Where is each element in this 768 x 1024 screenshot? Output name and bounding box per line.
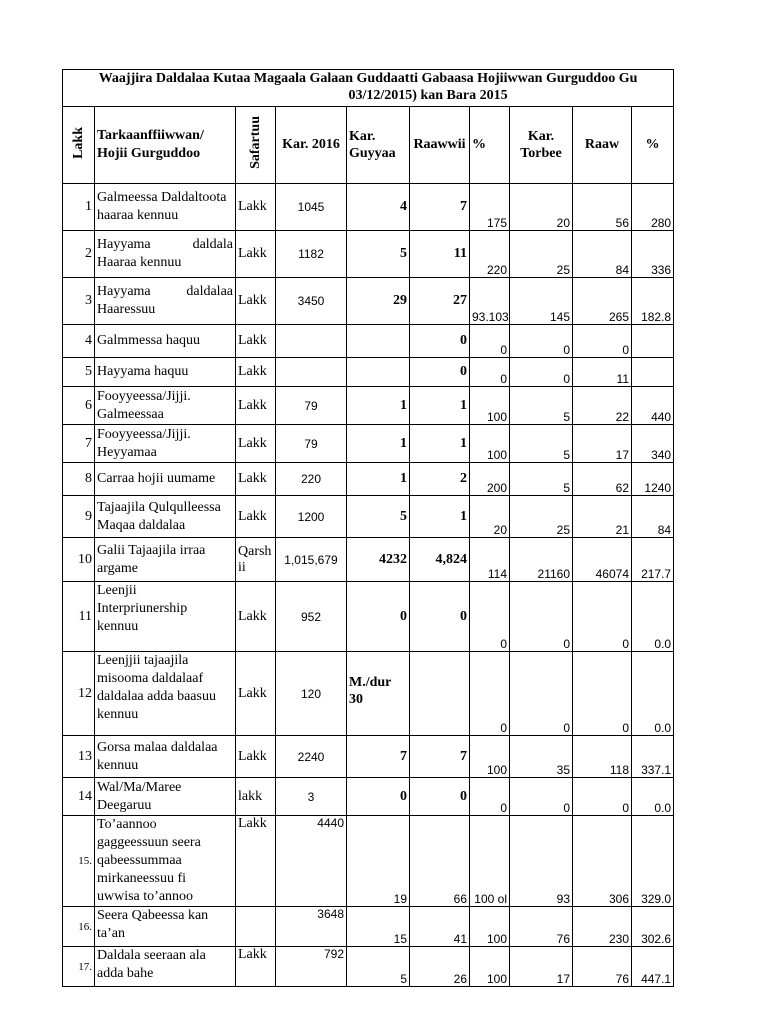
row-kar-torbee: 17 — [510, 947, 573, 987]
row-raaw: 17 — [573, 425, 632, 463]
row-task: Hayyama haquu — [95, 358, 236, 387]
row-raawwii: 7 — [410, 184, 470, 231]
task-line-1: Seera Qabeessa kan — [97, 908, 209, 923]
row-percent-1: 100 — [470, 907, 510, 947]
row-kar-2016: 79 — [276, 425, 347, 463]
table-row — [63, 778, 674, 816]
task-line-1: Wal/Ma/Maree — [97, 779, 182, 795]
row-unit: Lakk — [236, 387, 276, 425]
row-kar-2016: 792 — [276, 947, 347, 987]
task-line-1: Hayyama daldala — [97, 237, 233, 252]
row-raawwii: 0 — [410, 582, 470, 652]
row-percent-1: 93.103 — [470, 278, 510, 325]
row-unit: Lakk — [236, 947, 276, 987]
row-raawwii: 7 — [410, 736, 470, 778]
row-kar-torbee: 25 — [510, 496, 573, 538]
row-raawwii — [410, 652, 470, 736]
row-kar-guyyaa: 4 — [347, 184, 410, 231]
table-row — [63, 358, 674, 387]
row-unit: Lakk — [236, 184, 276, 231]
row-percent-1: 20 — [470, 496, 510, 538]
row-number: 6 — [63, 387, 95, 425]
row-kar-guyyaa: 29 — [347, 278, 410, 325]
task-line-1: Fooyyeessa/Jijji. — [97, 388, 191, 404]
title-row — [63, 70, 674, 107]
row-task: Leenjjii tajaajila misooma daldalaaf daldalaa adda baasuu kennuu — [95, 652, 236, 736]
row-kar-torbee: 0 — [510, 582, 573, 652]
row-number: 3 — [63, 278, 95, 325]
row-raawwii: 27 — [410, 278, 470, 325]
row-kar-2016: 3648 — [276, 907, 347, 947]
row-raaw: 21 — [573, 496, 632, 538]
row-number: 14 — [63, 778, 95, 816]
table-row — [63, 947, 674, 987]
row-percent-2: 329.0 — [632, 816, 674, 907]
header-kar-torbee: Kar. Torbee — [510, 107, 573, 184]
row-raawwii: 11 — [410, 231, 470, 278]
row-task — [95, 907, 236, 947]
row-raaw: 265 — [573, 278, 632, 325]
task-line-2: Maqaa daldalaa — [97, 517, 186, 533]
row-task — [95, 538, 236, 582]
row-percent-2: 1240 — [632, 463, 674, 496]
task-line-2: Haaraa kennuu — [97, 255, 182, 270]
row-raawwii: 0 — [410, 358, 470, 387]
row-kar-torbee: 5 — [510, 463, 573, 496]
row-kar-torbee: 0 — [510, 325, 573, 358]
task-line-2: haaraa kennuu — [97, 208, 179, 223]
row-percent-2: 0.0 — [632, 652, 674, 736]
table-row — [63, 325, 674, 358]
row-kar-2016: 2240 — [276, 736, 347, 778]
task-line-2: Deegaruu — [97, 797, 152, 813]
row-task — [95, 231, 236, 278]
row-kar-torbee: 76 — [510, 907, 573, 947]
row-unit: Lakk — [236, 736, 276, 778]
row-unit: Qarsh ii — [236, 538, 276, 582]
row-task: To’aannoo gaggeessuun seera qabeessummaa mirkaneessuu fi uwwisa to’annoo — [95, 816, 236, 907]
row-task: Leenjii Interpriunership kennuu — [95, 582, 236, 652]
row-kar-torbee: 25 — [510, 231, 573, 278]
row-kar-guyyaa: 0 — [347, 778, 410, 816]
table-row — [63, 425, 674, 463]
row-raaw: 118 — [573, 736, 632, 778]
row-kar-2016 — [276, 358, 347, 387]
report-table — [62, 69, 674, 987]
row-number: 8 — [63, 463, 95, 496]
task-line-1: Fooyyeessa/Jijji. — [97, 426, 191, 442]
table-row — [63, 736, 674, 778]
table-row — [63, 538, 674, 582]
row-unit: Lakk — [236, 325, 276, 358]
row-percent-1: 0 — [470, 582, 510, 652]
row-kar-2016: 79 — [276, 387, 347, 425]
row-number: 2 — [63, 231, 95, 278]
header-percent-2: % — [632, 107, 674, 184]
row-kar-guyyaa: 0 — [347, 582, 410, 652]
row-number: 10 — [63, 538, 95, 582]
row-number: 7 — [63, 425, 95, 463]
row-number: 5 — [63, 358, 95, 387]
row-kar-guyyaa: 5 — [347, 496, 410, 538]
row-percent-2: 447.1 — [632, 947, 674, 987]
row-raawwii: 0 — [410, 325, 470, 358]
table-body — [63, 184, 674, 987]
row-number: 9 — [63, 496, 95, 538]
row-kar-guyyaa: M./dur 30 — [347, 652, 410, 736]
row-unit: Lakk — [236, 278, 276, 325]
task-line-1: Hayyama daldalaa — [97, 284, 233, 299]
row-kar-2016: 1182 — [276, 231, 347, 278]
row-kar-guyyaa: 5 — [347, 947, 410, 987]
row-kar-2016: 3450 — [276, 278, 347, 325]
row-percent-2: 340 — [632, 425, 674, 463]
row-task — [95, 278, 236, 325]
row-percent-1: 100 — [470, 736, 510, 778]
row-task — [95, 778, 236, 816]
row-kar-2016: 1,015,679 — [276, 538, 347, 582]
row-raaw: 76 — [573, 947, 632, 987]
row-unit: Lakk — [236, 425, 276, 463]
row-kar-guyyaa: 15 — [347, 907, 410, 947]
row-kar-guyyaa — [347, 325, 410, 358]
row-kar-2016 — [276, 325, 347, 358]
row-percent-1: 0 — [470, 652, 510, 736]
row-raawwii: 1 — [410, 425, 470, 463]
row-number: 13 — [63, 736, 95, 778]
header-safartuu: Safartuu — [236, 107, 276, 184]
task-line-1: Galmeessa Daldaltoota — [97, 190, 227, 205]
row-task — [95, 947, 236, 987]
row-task — [95, 425, 236, 463]
row-raaw: 84 — [573, 231, 632, 278]
row-kar-torbee: 93 — [510, 816, 573, 907]
row-unit: lakk — [236, 778, 276, 816]
row-percent-1: 0 — [470, 325, 510, 358]
row-kar-guyyaa — [347, 358, 410, 387]
row-kar-guyyaa: 5 — [347, 231, 410, 278]
row-raaw: 56 — [573, 184, 632, 231]
row-raaw: 62 — [573, 463, 632, 496]
header-lakk: Lakk — [63, 107, 95, 184]
row-kar-2016: 3 — [276, 778, 347, 816]
row-kar-guyyaa: 1 — [347, 425, 410, 463]
title-line-1: Waajjira Daldalaa Kutaa Magaala Galaan Guddaatti Gabaasa Hojiiwwan Gurguddoo Gu — [98, 71, 638, 86]
header-kar-guyyaa: Kar. Guyyaa — [347, 107, 410, 184]
task-line-2: Heyyamaa — [97, 444, 157, 460]
row-kar-guyyaa: 4232 — [347, 538, 410, 582]
row-kar-torbee: 35 — [510, 736, 573, 778]
row-raawwii: 1 — [410, 387, 470, 425]
row-percent-1: 100 — [470, 387, 510, 425]
row-number: 11 — [63, 582, 95, 652]
header-raawwii: Raawwii — [410, 107, 470, 184]
row-kar-torbee: 145 — [510, 278, 573, 325]
row-percent-1: 100 ol — [470, 816, 510, 907]
table-row — [63, 463, 674, 496]
header-raaw: Raaw — [573, 107, 632, 184]
row-kar-torbee: 21160 — [510, 538, 573, 582]
row-number: 16. — [63, 907, 95, 947]
row-task — [95, 496, 236, 538]
row-kar-torbee: 0 — [510, 358, 573, 387]
row-kar-guyyaa: 7 — [347, 736, 410, 778]
row-percent-2: 280 — [632, 184, 674, 231]
row-raawwii: 2 — [410, 463, 470, 496]
row-raaw: 46074 — [573, 538, 632, 582]
table-row — [63, 582, 674, 652]
row-percent-1: 114 — [470, 538, 510, 582]
row-percent-2: 440 — [632, 387, 674, 425]
task-line-1: Tajaajila Qulqulleessa — [97, 499, 221, 515]
row-kar-2016: 1200 — [276, 496, 347, 538]
table-row — [63, 907, 674, 947]
row-unit: Lakk — [236, 231, 276, 278]
row-percent-2: 302.6 — [632, 907, 674, 947]
row-percent-1: 175 — [470, 184, 510, 231]
row-percent-2: 84 — [632, 496, 674, 538]
row-kar-2016: 220 — [276, 463, 347, 496]
table-row — [63, 496, 674, 538]
task-line-2: ta’an — [97, 926, 125, 941]
row-raaw: 230 — [573, 907, 632, 947]
row-task — [95, 184, 236, 231]
row-raaw: 0 — [573, 778, 632, 816]
table-row — [63, 652, 674, 736]
row-kar-guyyaa: 19 — [347, 816, 410, 907]
row-unit: Lakk — [236, 496, 276, 538]
row-percent-2: 182.8 — [632, 278, 674, 325]
row-raawwii: 66 — [410, 816, 470, 907]
row-percent-1: 220 — [470, 231, 510, 278]
row-percent-1: 100 — [470, 425, 510, 463]
row-number: 15. — [63, 816, 95, 907]
row-percent-2: 0.0 — [632, 778, 674, 816]
row-raawwii: 4,824 — [410, 538, 470, 582]
title-line-2: 03/12/2015) kan Bara 2015 — [348, 88, 508, 103]
row-raaw: 0 — [573, 582, 632, 652]
task-line-1: Daldala seeraan ala — [97, 948, 206, 963]
row-raawwii: 0 — [410, 778, 470, 816]
task-line-2: Haaressuu — [97, 302, 156, 317]
row-kar-2016: 952 — [276, 582, 347, 652]
task-line-2: Galmeessaa — [97, 406, 164, 422]
row-number: 12 — [63, 652, 95, 736]
row-raaw: 306 — [573, 816, 632, 907]
row-number: 4 — [63, 325, 95, 358]
task-line-2: argame — [97, 560, 138, 576]
row-unit: Lakk — [236, 463, 276, 496]
row-unit: Lakk — [236, 582, 276, 652]
task-line-2: kennuu — [97, 757, 139, 773]
row-task: Galmmessa haquu — [95, 325, 236, 358]
row-raaw: 0 — [573, 652, 632, 736]
row-unit: Lakk — [236, 652, 276, 736]
row-raaw: 0 — [573, 325, 632, 358]
row-kar-torbee: 5 — [510, 387, 573, 425]
row-raawwii: 26 — [410, 947, 470, 987]
task-line-1: Gorsa malaa daldalaa — [97, 739, 218, 755]
row-percent-2: 0.0 — [632, 582, 674, 652]
header-kar-2016: Kar. 2016 — [276, 107, 347, 184]
header-row — [63, 107, 674, 184]
row-kar-torbee: 0 — [510, 652, 573, 736]
row-unit — [236, 907, 276, 947]
row-kar-torbee: 20 — [510, 184, 573, 231]
row-number: 17. — [63, 947, 95, 987]
row-raaw: 11 — [573, 358, 632, 387]
table-row — [63, 816, 674, 907]
row-kar-2016: 4440 — [276, 816, 347, 907]
row-kar-torbee: 0 — [510, 778, 573, 816]
row-unit: Lakk — [236, 816, 276, 907]
row-percent-2: 217.7 — [632, 538, 674, 582]
row-raawwii: 1 — [410, 496, 470, 538]
row-kar-torbee: 5 — [510, 425, 573, 463]
header-percent-1: % — [470, 107, 510, 184]
report-title — [63, 70, 674, 107]
header-task: Tarkaanffiiwwan/ Hojii Gurguddoo — [95, 107, 236, 184]
row-percent-2 — [632, 325, 674, 358]
row-raawwii: 41 — [410, 907, 470, 947]
task-line-2: adda bahe — [97, 966, 154, 981]
row-raaw: 22 — [573, 387, 632, 425]
row-kar-guyyaa: 1 — [347, 387, 410, 425]
table-row — [63, 278, 674, 325]
row-percent-1: 0 — [470, 358, 510, 387]
row-percent-2: 336 — [632, 231, 674, 278]
row-kar-guyyaa: 1 — [347, 463, 410, 496]
row-number: 1 — [63, 184, 95, 231]
table-row — [63, 231, 674, 278]
table-row — [63, 387, 674, 425]
row-kar-2016: 1045 — [276, 184, 347, 231]
row-task — [95, 736, 236, 778]
row-percent-2 — [632, 358, 674, 387]
table-row — [63, 184, 674, 231]
row-task — [95, 387, 236, 425]
row-percent-1: 200 — [470, 463, 510, 496]
row-task: Carraa hojii uumame — [95, 463, 236, 496]
row-percent-1: 0 — [470, 778, 510, 816]
task-line-1: Galii Tajaajila irraa — [97, 542, 206, 558]
row-percent-2: 337.1 — [632, 736, 674, 778]
row-unit: Lakk — [236, 358, 276, 387]
row-kar-2016: 120 — [276, 652, 347, 736]
row-percent-1: 100 — [470, 947, 510, 987]
